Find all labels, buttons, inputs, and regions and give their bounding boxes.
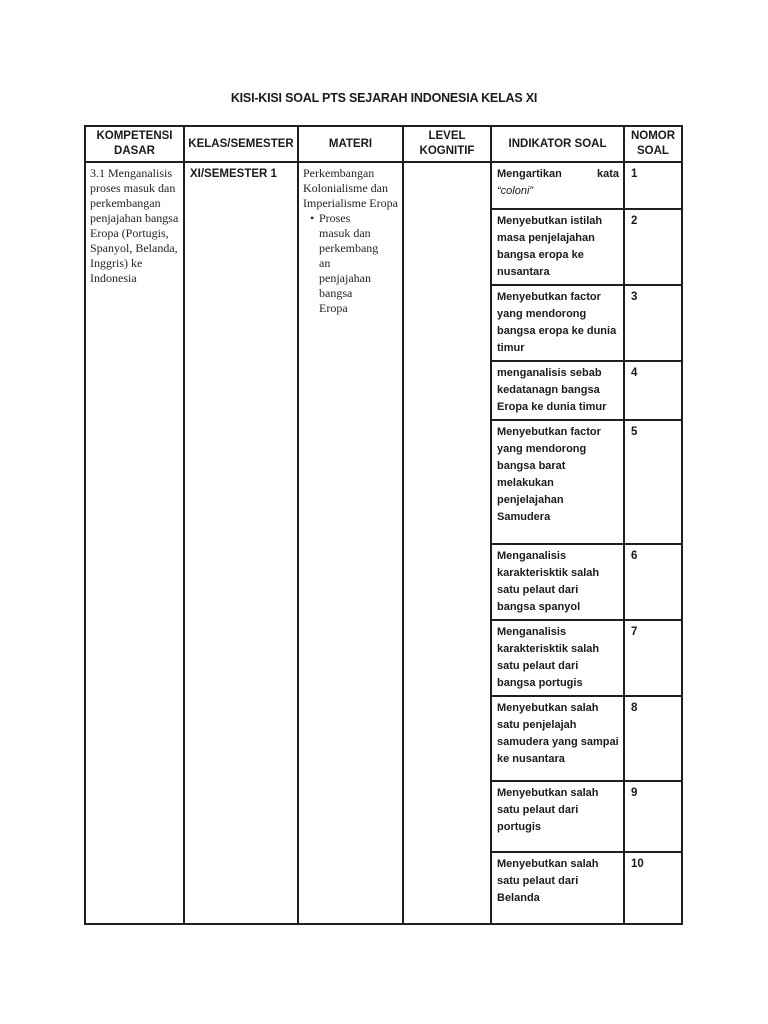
- nomor-cell: 8: [624, 696, 682, 781]
- level-kognitif-cell: [403, 162, 491, 924]
- kisi-kisi-table: [84, 125, 683, 925]
- materi-bullet-text: Proses masuk dan perkembangan penjajahan bangsa Eropa: [319, 211, 379, 315]
- indikator-cell: Menyebutkan salah satu pelaut dari portugis: [491, 781, 624, 852]
- indikator-cell: [491, 162, 624, 209]
- column-header-kompetensi-dasar: KOMPETENSI DASAR: [85, 126, 184, 162]
- indikator-cell: Menyebutkan factor yang mendorong bangsa eropa ke dunia timur: [491, 285, 624, 361]
- table-row: [85, 162, 682, 209]
- indikator-cell: Menyebutkan istilah masa penjelajahan bangsa eropa ke nusantara: [491, 209, 624, 285]
- indikator-cell: Menganalisis karakterisktik salah satu pelaut dari bangsa spanyol: [491, 544, 624, 620]
- indikator-cell: menganalisis sebab kedatanagn bangsa Eropa ke dunia timur: [491, 361, 624, 420]
- nomor-cell: 2: [624, 209, 682, 285]
- column-header-kelas-semester: KELAS/SEMESTER: [184, 126, 298, 162]
- indikator-italic-text: “coloni”: [497, 185, 534, 197]
- materi-bullet-item: [303, 211, 398, 316]
- header-row: [85, 126, 682, 162]
- column-header-nomor-soal: NOMOR SOAL: [624, 126, 682, 162]
- materi-cell: [298, 162, 403, 924]
- column-header-level-kognitif: LEVEL KOGNITIF: [403, 126, 491, 162]
- document-title: KISI-KISI SOAL PTS SEJARAH INDONESIA KELAS XI: [230, 91, 538, 105]
- kelas-semester-cell: XI/SEMESTER 1: [184, 162, 298, 924]
- indikator-cell: Menyebutkan salah satu penjelajah samudera yang sampai ke nusantara: [491, 696, 624, 781]
- nomor-cell: 3: [624, 285, 682, 361]
- column-header-materi: MATERI: [298, 126, 403, 162]
- nomor-cell: 7: [624, 620, 682, 696]
- nomor-cell: 5: [624, 420, 682, 544]
- nomor-cell: 10: [624, 852, 682, 924]
- nomor-cell: 6: [624, 544, 682, 620]
- indikator-cell: Menganalisis karakterisktik salah satu pelaut dari bangsa portugis: [491, 620, 624, 696]
- bullet-icon: •: [310, 211, 315, 225]
- column-header-indikator-soal: INDIKATOR SOAL: [491, 126, 624, 162]
- kompetensi-dasar-cell: 3.1 Menganalisis proses masuk dan perkembangan penjajahan bangsa Eropa (Portugis, Spanyol, Belanda, Inggris) ke Indonesia: [85, 162, 184, 924]
- nomor-cell: 4: [624, 361, 682, 420]
- indikator-cell: Menyebutkan factor yang mendorong bangsa barat melakukan penjelajahan Samudera: [491, 420, 624, 544]
- nomor-cell: 1: [624, 162, 682, 209]
- nomor-cell: 9: [624, 781, 682, 852]
- indikator-cell: Menyebutkan salah satu pelaut dari Belanda: [491, 852, 624, 924]
- indikator-text: Mengartikan kata: [497, 168, 619, 180]
- materi-intro-text: Perkembangan Kolonialisme dan Imperialisme Eropa: [303, 166, 398, 210]
